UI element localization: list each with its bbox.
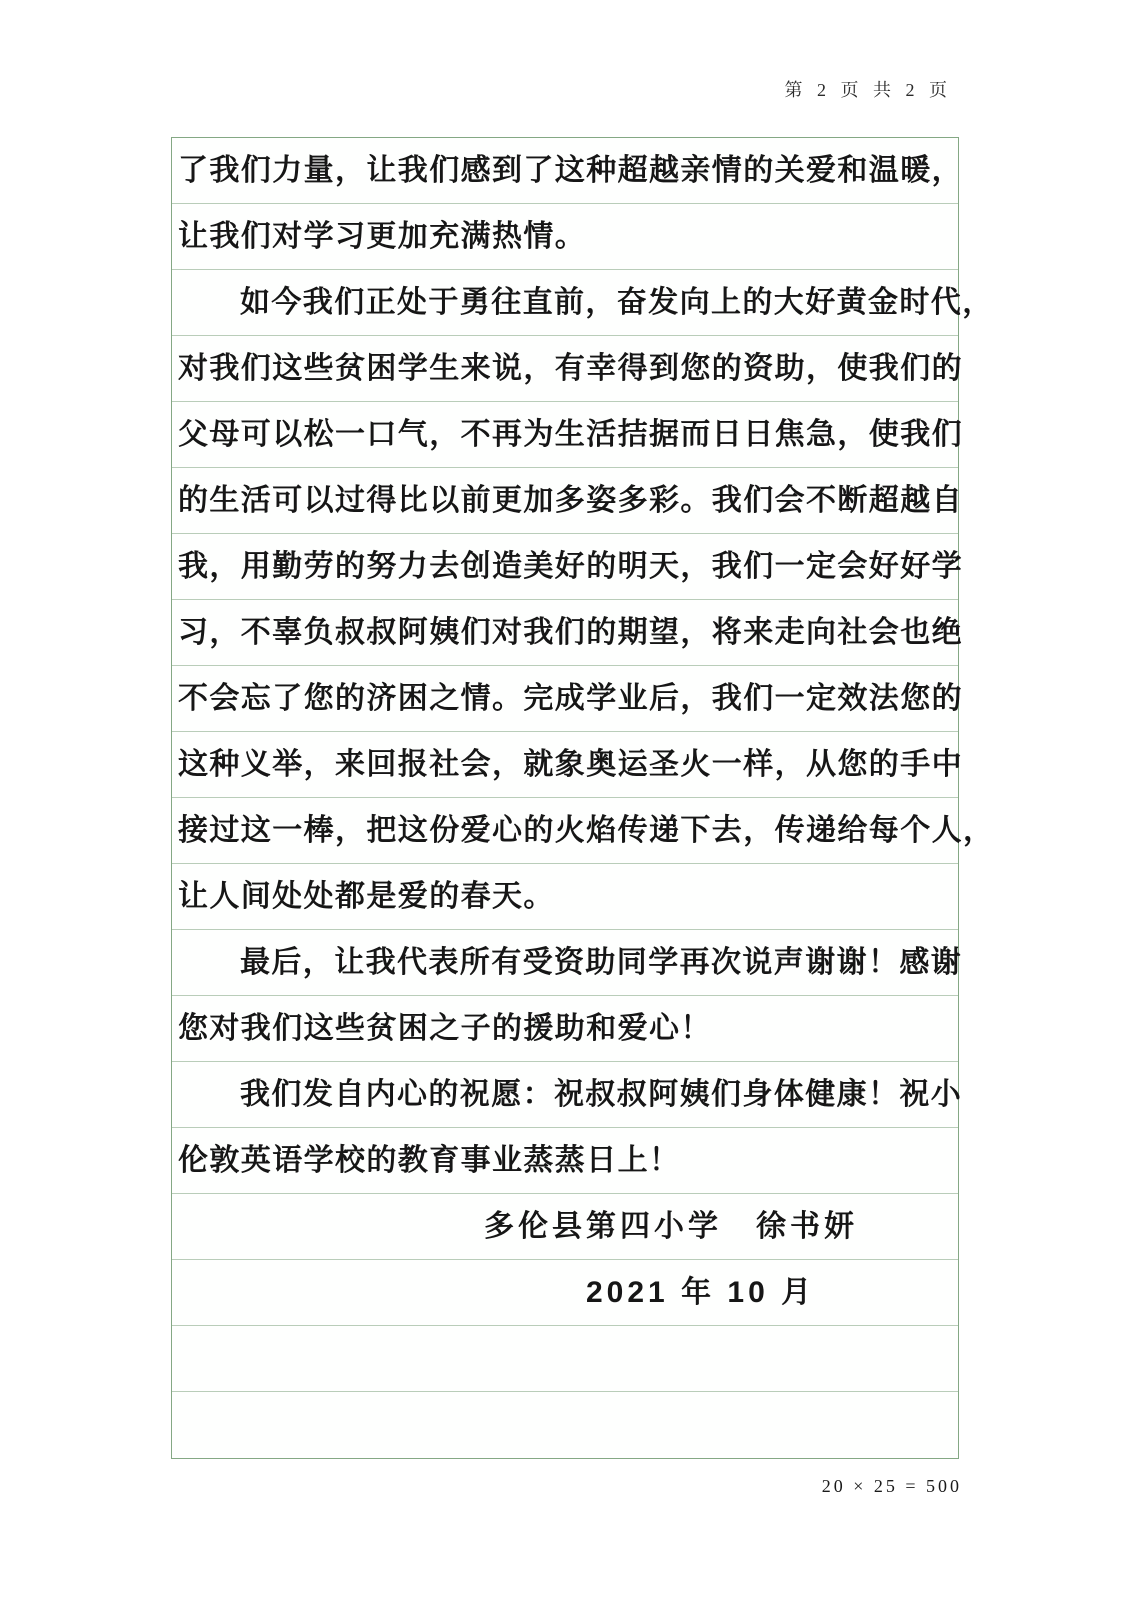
row-text: 让我们对学习更加充满热情。: [178, 219, 587, 253]
grid-row: [172, 534, 963, 600]
grid-row: [172, 270, 994, 336]
row-text: 如今我们正处于勇往直前，奋发向上的大好黄金时代，: [240, 285, 994, 319]
row-text: 最后，让我代表所有受资助同学再次说声谢谢！感谢: [240, 945, 963, 979]
row-text: 伦敦英语学校的教育事业蒸蒸日上！: [178, 1143, 681, 1177]
row-text: 我们发自内心的祝愿：祝叔叔阿姨们身体健康！祝小: [240, 1077, 963, 1111]
grid-row: [172, 798, 995, 864]
grid-row: [172, 1128, 958, 1194]
grid-row: [172, 336, 963, 402]
grid-row: [172, 138, 963, 204]
row-text: 这种义举，来回报社会，就象奥运圣火一样，从您的手中: [178, 747, 963, 781]
row-text: 父母可以松一口气，不再为生活拮据而日日焦急，使我们: [178, 417, 963, 451]
grid-row: [172, 402, 963, 468]
grid-row: [172, 666, 963, 732]
grid-row: [172, 204, 958, 270]
row-text: 接过这一棒，把这份爱心的火焰传递下去，传递给每个人，: [178, 813, 995, 847]
page-number-header: 第 2 页 共 2 页: [784, 80, 952, 100]
grid-row: [172, 1062, 963, 1128]
grid-row: [172, 930, 963, 996]
row-text: 对我们这些贫困学生来说，有幸得到您的资助，使我们的: [178, 351, 963, 385]
grid-row: [172, 468, 963, 534]
grid-row: [172, 1392, 958, 1458]
composition-grid: [171, 137, 995, 1459]
grid-row: [172, 600, 963, 666]
grid-row: [172, 1260, 958, 1326]
row-text: 您对我们这些贫困之子的援助和爱心！: [178, 1011, 712, 1045]
grid-row: [172, 732, 963, 798]
row-text: 习，不辜负叔叔阿姨们对我们的期望，将来走向社会也绝: [178, 615, 963, 649]
grid-row: [172, 1326, 958, 1392]
row-text: 的生活可以过得比以前更加多姿多彩。我们会不断超越自: [178, 483, 963, 517]
grid-row: [172, 996, 958, 1062]
row-text: 2021 年 10 月: [586, 1275, 816, 1309]
grid-row: [172, 864, 958, 930]
row-text: 我，用勤劳的努力去创造美好的明天，我们一定会好好学: [178, 549, 963, 583]
row-text: 让人间处处都是爱的春天。: [178, 879, 555, 913]
grid-size-note: 20 × 25 = 500: [821, 1476, 962, 1496]
row-text: 不会忘了您的济困之情。完成学业后，我们一定效法您的: [178, 681, 963, 715]
row-text: 多伦县第四小学 徐书妍: [484, 1209, 858, 1243]
grid-row: [172, 1194, 958, 1260]
row-text: 了我们力量，让我们感到了这种超越亲情的关爱和温暖，: [178, 153, 963, 187]
